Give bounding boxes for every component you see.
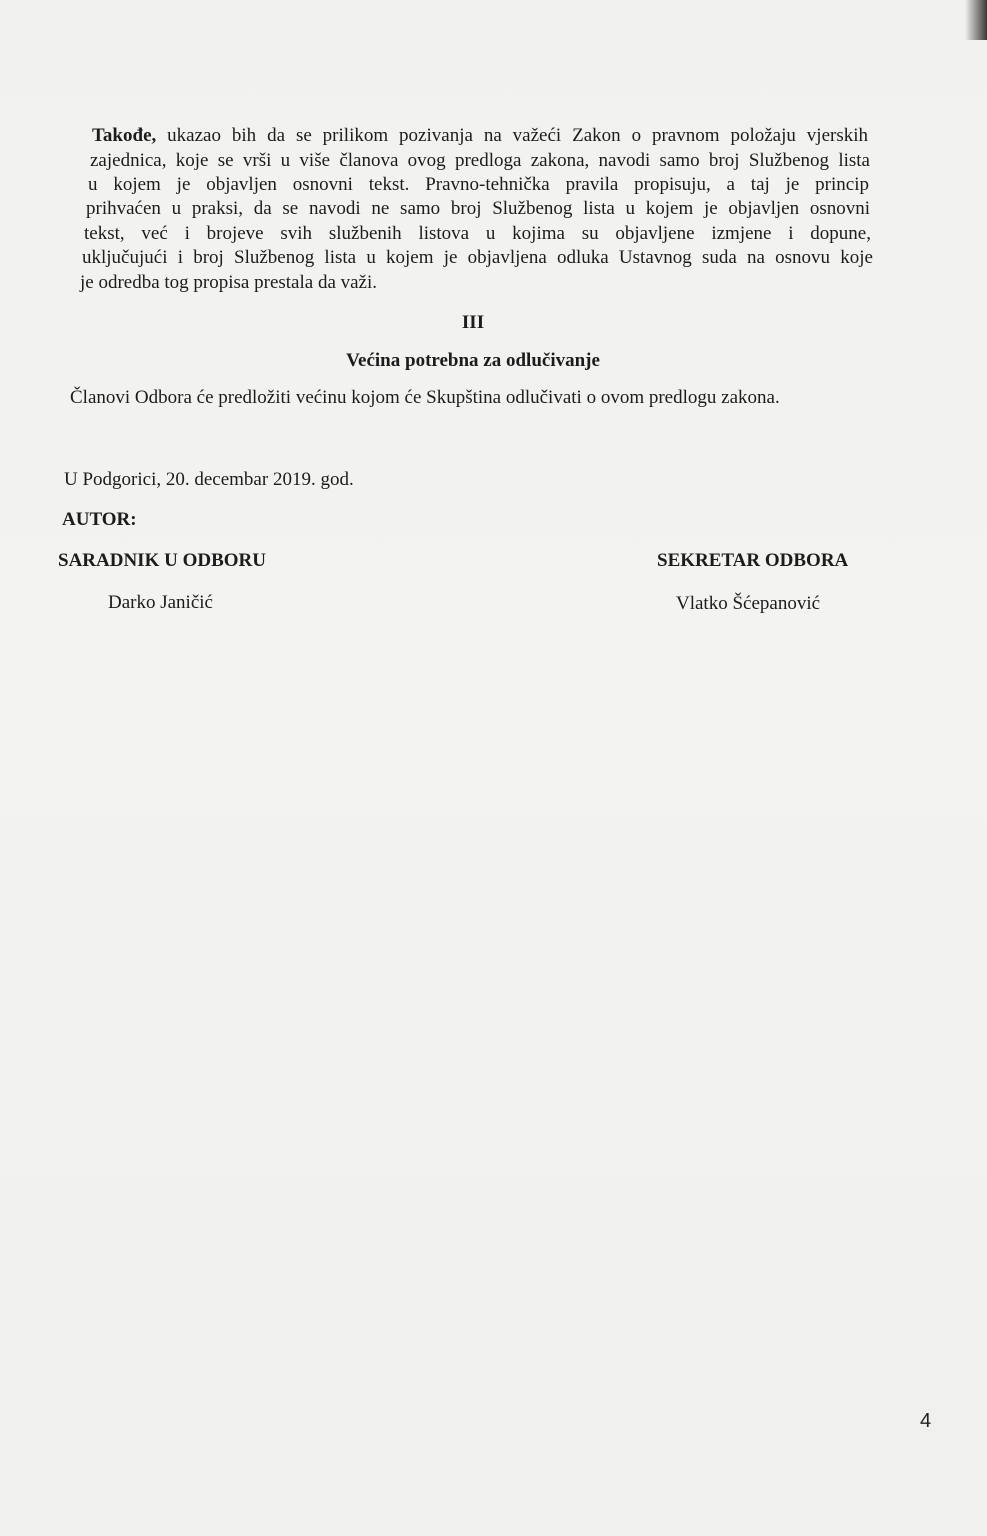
right-signature-title: SEKRETAR ODBORA — [657, 550, 849, 571]
page-edge-shadow — [965, 0, 987, 40]
paragraph-line-5: tekst, već i brojeve svih službenih listova u kojima su objavljene izmjene i dopune, — [84, 223, 871, 244]
left-signature-name: Darko Janičić — [108, 592, 213, 613]
paragraph-lead: Takođe, — [92, 125, 157, 146]
section-number: III — [461, 312, 485, 333]
paragraph-line-6: uključujući i broj Službenog lista u kojem je objavljena odluka Ustavnog suda na osnovu koje — [82, 247, 873, 268]
paragraph-line-4: prihvaćen u praksi, da se navodi ne samo broj Službenog lista u kojem je objavljen osnovni — [86, 198, 870, 219]
section-title: Većina potrebna za odlučivanje — [346, 350, 600, 371]
paragraph-line-7: je odredba tog propisa prestala da važi. — [80, 272, 378, 293]
author-label: AUTOR: — [62, 509, 137, 530]
paragraph-line-3: u kojem je objavljen osnovni tekst. Pravno-tehnička pravila propisuju, a taj je princip — [88, 174, 869, 195]
paragraph-line-1-text: ukazao bih da se prilikom pozivanja na važeći Zakon o pravnom položaju vjerskih — [156, 125, 868, 146]
right-signature-name: Vlatko Šćepanović — [676, 593, 821, 614]
place-date: U Podgorici, 20. decembar 2019. god. — [64, 469, 354, 490]
left-signature-title: SARADNIK U ODBORU — [58, 550, 266, 571]
page-number: 4 — [920, 1410, 932, 1432]
paragraph-line-1 — [92, 124, 868, 148]
section-text: Članovi Odbora će predložiti većinu kojom će Skupština odlučivati o ovom predlogu zakona. — [70, 387, 780, 408]
paragraph-line-2: zajednica, koje se vrši u više članova ovog predloga zakona, navodi samo broj Službenog lista — [90, 150, 870, 171]
